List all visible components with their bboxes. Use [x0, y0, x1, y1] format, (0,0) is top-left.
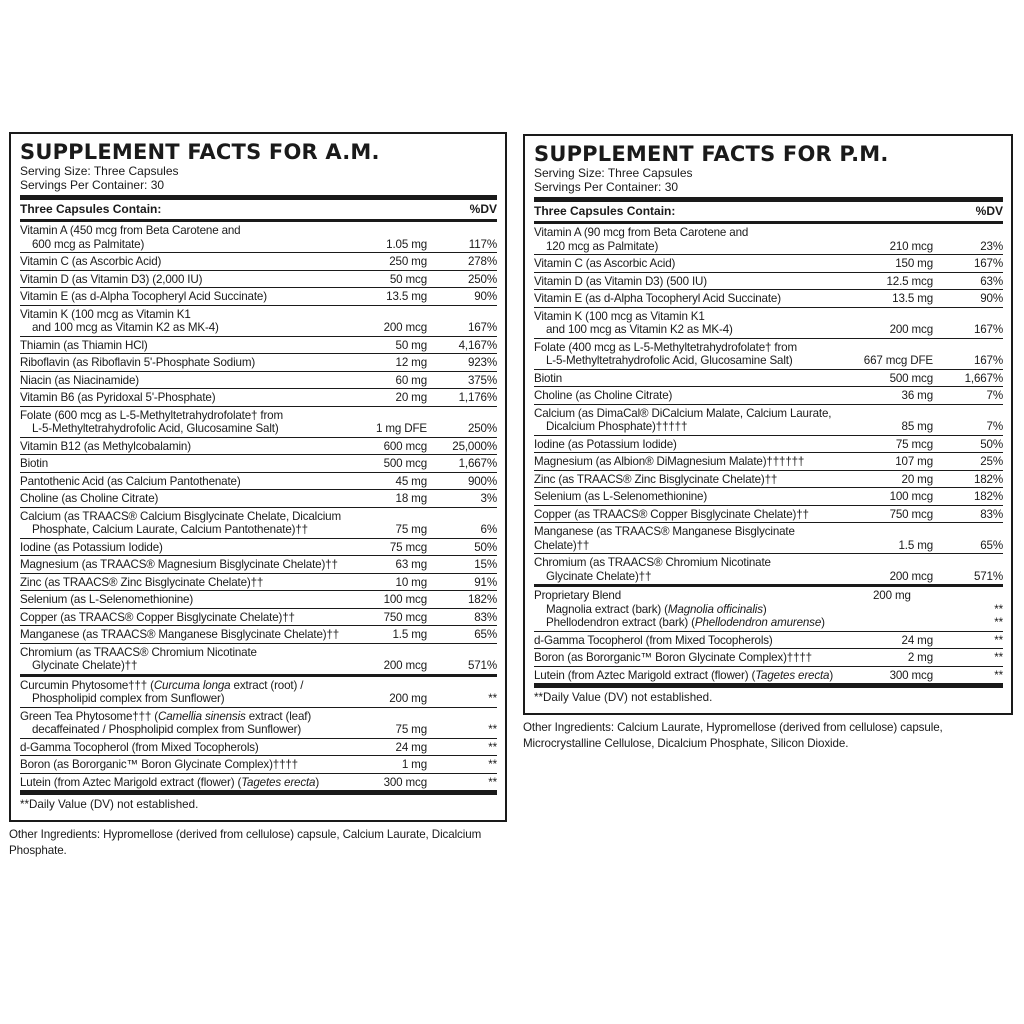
nutrient-name-line1: [20, 776, 319, 789]
nutrient-name: [20, 290, 357, 304]
nutrient-row: [534, 308, 1003, 339]
nutrient-name-line1: Copper (as TRAACS® Copper Bisglycinate Chelate)††: [534, 507, 809, 521]
nutrient-dv: **: [994, 668, 1003, 682]
nutrient-dv: 90%: [980, 292, 1003, 305]
nutrient-dv: 250%: [467, 272, 497, 286]
nutrient-name-line1: Chromium (as TRAACS® Chromium Nicotinate: [20, 645, 257, 659]
nutrient-amount: 200 mg: [389, 692, 427, 705]
nutrient-dv: 50%: [474, 540, 497, 554]
am-serving-size: Serving Size: Three Capsules: [20, 164, 179, 178]
nutrient-dv: 1,176%: [458, 391, 497, 404]
nutrient-name: [20, 611, 357, 625]
nutrient-amount: 150 mg: [895, 257, 933, 270]
blend-item-part: ): [821, 616, 825, 629]
nutrient-dv: 3%: [480, 492, 497, 505]
blend-item: [534, 616, 1003, 630]
nutrient-dv: **: [488, 740, 497, 754]
nutrient-row: [20, 438, 497, 456]
nutrient-name: [534, 490, 851, 504]
nutrient-name-line2: 120 mcg as Palmitate): [546, 239, 659, 253]
nutrient-dv: 25,000%: [452, 439, 497, 453]
am-nutrient-table: [20, 222, 497, 795]
pm-footnote: **Daily Value (DV) not established.: [534, 691, 713, 704]
nutrient-amount: 36 mg: [901, 389, 933, 402]
blend-items: [534, 603, 1003, 630]
nutrient-dv: 117%: [468, 237, 497, 251]
nutrient-name-line2: 600 mcg as Palmitate): [32, 237, 145, 251]
nutrient-name: [534, 257, 851, 271]
nutrient-name: [20, 339, 357, 353]
nutrient-name: [20, 391, 357, 405]
blend-item-name: [534, 616, 933, 630]
nutrient-name: [534, 556, 851, 583]
nutrient-amount: 750 mcg: [383, 610, 427, 624]
nutrient-name-part: Lutein (from Aztec Marigold extract (flower) (: [20, 775, 242, 789]
nutrient-name-line1: Vitamin D (as Vitamin D3) (2,000 IU): [20, 272, 203, 286]
nutrient-dv: 167%: [467, 321, 497, 334]
nutrient-row: [534, 339, 1003, 370]
blend-item-dv: **: [994, 616, 1003, 629]
nutrient-name: [534, 389, 851, 403]
pm-panel: [523, 134, 1013, 751]
nutrient-name-line1: Calcium (as TRAACS® Calcium Bisglycinate Chelate, Dicalcium: [20, 509, 341, 523]
nutrient-amount: 300 mcg: [889, 668, 933, 682]
nutrient-dv: **: [488, 758, 497, 771]
nutrient-name-line1: Iodine (as Potassium Iodide): [534, 437, 677, 451]
blend-item-dv: **: [994, 602, 1003, 616]
nutrient-name-part: Lutein (from Aztec Marigold extract (flower) (: [534, 668, 756, 682]
nutrient-amount: 2 mg: [907, 651, 933, 664]
nutrient-amount: 50 mg: [395, 338, 427, 352]
nutrient-name-line1: Chromium (as TRAACS® Chromium Nicotinate: [534, 556, 771, 569]
nutrient-row: [534, 387, 1003, 405]
nutrient-row: [20, 644, 497, 677]
nutrient-amount: 500 mcg: [383, 457, 427, 470]
nutrient-dv: 167%: [973, 354, 1003, 367]
nutrient-amount: 10 mg: [395, 575, 427, 589]
nutrient-name: [20, 576, 357, 590]
nutrient-row: [20, 222, 497, 253]
pm-proprietary-blend: [534, 587, 1003, 632]
nutrient-name-line1: Zinc (as TRAACS® Zinc Bisglycinate Chelate)††: [534, 472, 778, 486]
nutrient-name: [534, 407, 851, 434]
nutrient-amount: 24 mg: [395, 740, 427, 754]
nutrient-row: [534, 649, 1003, 667]
nutrient-dv: 278%: [467, 255, 497, 268]
am-servings-per-container: Servings Per Container: 30: [20, 178, 165, 192]
nutrient-name-part: extract (leaf): [245, 709, 312, 723]
nutrient-amount: 300 mcg: [383, 775, 427, 789]
nutrient-row: [20, 774, 497, 796]
nutrient-name: [20, 475, 357, 489]
nutrient-row: [20, 455, 497, 473]
nutrient-dv: 83%: [474, 610, 497, 624]
nutrient-amount: 600 mcg: [383, 439, 427, 453]
nutrient-name-line2: decaffeinated / Phospholipid complex from Sunflower): [32, 723, 302, 736]
nutrient-dv: **: [994, 651, 1003, 664]
nutrient-name-line1: Manganese (as TRAACS® Manganese Bisglycinate Chelate)††: [20, 628, 340, 641]
nutrient-name-line2: Glycinate Chelate)††: [32, 659, 138, 672]
nutrient-name: [534, 226, 851, 253]
nutrient-amount: 18 mg: [395, 492, 427, 505]
nutrient-row: [20, 626, 497, 644]
nutrient-name: [20, 558, 357, 572]
nutrient-row: [20, 271, 497, 289]
nutrient-dv: 65%: [474, 628, 497, 641]
am-facts-box: [9, 132, 507, 822]
nutrient-row: [534, 405, 1003, 436]
nutrient-name: [534, 341, 851, 368]
nutrient-amount: 100 mcg: [383, 593, 427, 606]
nutrient-dv: 91%: [474, 575, 497, 589]
nutrient-amount: 13.5 mg: [386, 290, 427, 303]
nutrient-name: [534, 634, 851, 648]
nutrient-amount: 75 mg: [395, 723, 427, 736]
nutrient-name-line1: [534, 669, 833, 682]
am-table-header: [20, 195, 497, 222]
nutrient-name: [534, 525, 851, 552]
nutrient-name-line1: [20, 679, 303, 692]
nutrient-name: [534, 669, 851, 683]
nutrient-name-line1: Vitamin B12 (as Methylcobalamin): [20, 439, 191, 453]
nutrient-dv: 167%: [973, 323, 1003, 336]
nutrient-row: [534, 453, 1003, 471]
nutrient-row: [20, 354, 497, 372]
nutrient-name-part: Curcumin Phytosome††† (: [20, 678, 154, 692]
nutrient-amount: 20 mg: [901, 472, 933, 486]
nutrient-dv: 25%: [980, 455, 1003, 468]
nutrient-row: [20, 253, 497, 271]
nutrient-dv: 83%: [980, 507, 1003, 521]
nutrient-amount: 20 mg: [395, 391, 427, 404]
blend-item: [534, 603, 1003, 617]
nutrient-dv: 23%: [980, 239, 1003, 253]
am-other-ingredients: Other Ingredients: Hypromellose (derived from cellulose) capsule, Calcium Laurate, Dicalcium Phosphate.: [9, 828, 482, 857]
nutrient-amount: 200 mcg: [889, 569, 933, 583]
nutrient-name: [20, 776, 357, 790]
nutrient-dv: 15%: [474, 558, 497, 571]
nutrient-name: [20, 710, 357, 737]
nutrient-name-line1: Boron (as Bororganic™ Boron Glycinate Complex)††††: [534, 651, 812, 664]
nutrient-name-line1: Manganese (as TRAACS® Manganese Bisglycinate Chelate)††: [534, 525, 795, 552]
nutrient-amount: 1.5 mg: [898, 538, 933, 552]
blend-item-name: [534, 603, 933, 617]
nutrient-amount: 85 mg: [901, 420, 933, 433]
blend-item-part: Magnolia extract (bark) (: [546, 602, 668, 616]
nutrient-name: [20, 374, 357, 388]
nutrient-name: [534, 310, 851, 337]
nutrient-name-line2: Phospholipid complex from Sunflower): [32, 692, 225, 705]
pm-table-header: [534, 197, 1003, 224]
nutrient-row: [534, 436, 1003, 454]
nutrient-name-line1: Copper (as TRAACS® Copper Bisglycinate Chelate)††: [20, 610, 295, 624]
nutrient-row: [534, 523, 1003, 554]
nutrient-name-line2: and 100 mcg as Vitamin K2 as MK-4): [32, 321, 219, 334]
nutrient-name-line1: Folate (400 mcg as L-5-Methyltetrahydrofolate† from: [534, 340, 797, 354]
nutrient-name: [534, 292, 851, 306]
nutrient-name: [20, 492, 357, 506]
nutrient-dv: 182%: [973, 472, 1003, 486]
nutrient-name-line1: Calcium (as DimaCal® DiCalcium Malate, Calcium Laurate,: [534, 406, 832, 420]
nutrient-row: [20, 609, 497, 627]
pm-header-right: %DV: [975, 204, 1003, 218]
nutrient-name: [20, 457, 357, 471]
nutrient-dv: 63%: [980, 274, 1003, 288]
nutrient-name-line1: Biotin: [20, 457, 49, 470]
nutrient-row: [534, 290, 1003, 308]
nutrient-name-line1: Vitamin E (as d-Alpha Tocopheryl Acid Succinate): [534, 292, 781, 305]
nutrient-row: [20, 372, 497, 390]
nutrient-amount: 1.5 mg: [392, 628, 427, 641]
nutrient-row: [20, 306, 497, 337]
nutrient-name: [534, 455, 851, 469]
nutrient-dv: 65%: [980, 538, 1003, 552]
nutrient-dv: **: [488, 723, 497, 736]
nutrient-row: [534, 471, 1003, 489]
am-footnote: **Daily Value (DV) not established.: [20, 798, 199, 811]
nutrient-name-line2: and 100 mcg as Vitamin K2 as MK-4): [546, 323, 733, 336]
nutrient-row: [20, 539, 497, 557]
nutrient-row: [534, 488, 1003, 506]
nutrient-name: [20, 679, 357, 706]
nutrient-name-line2: Glycinate Chelate)††: [546, 569, 652, 583]
am-header-left: Three Capsules Contain:: [20, 202, 162, 216]
nutrient-amount: 75 mcg: [895, 437, 933, 451]
nutrient-amount: 210 mcg: [889, 239, 933, 253]
blend-item-part: ): [762, 602, 767, 616]
nutrient-amount: 500 mcg: [889, 371, 933, 385]
nutrient-dv: 182%: [973, 490, 1003, 503]
pm-serving-size: Serving Size: Three Capsules: [534, 166, 693, 180]
blend-item-part: Phellodendron extract (bark) (: [546, 616, 695, 629]
pm-servings-per-container: Servings Per Container: 30: [534, 180, 679, 194]
nutrient-amount: 63 mg: [395, 558, 427, 571]
nutrient-dv: 250%: [467, 422, 497, 435]
nutrient-amount: 107 mg: [895, 455, 933, 468]
nutrient-row: [534, 632, 1003, 650]
nutrient-latin-name: Camellia sinensis: [157, 709, 246, 723]
nutrient-row: [20, 473, 497, 491]
nutrient-row: [20, 591, 497, 609]
pm-other-ingredients: Other Ingredients: Calcium Laurate, Hypromellose (derived from cellulose) capsule, Microcrystalline Cellulose, Dicalcium Phosphate, Silicon Dioxide.: [523, 721, 943, 750]
nutrient-amount: 1 mg DFE: [376, 422, 427, 435]
pm-nutrient-table-2: [534, 632, 1003, 689]
nutrient-dv: 571%: [973, 569, 1003, 583]
nutrient-name-line1: Riboflavin (as Riboflavin 5'-Phosphate Sodium): [20, 356, 256, 369]
nutrient-latin-name: Curcuma longa: [153, 678, 231, 692]
nutrient-name-line1: [20, 710, 311, 723]
am-header-right: %DV: [469, 202, 497, 216]
nutrient-name-line1: Vitamin E (as d-Alpha Tocopheryl Acid Succinate): [20, 290, 267, 303]
nutrient-dv: 167%: [973, 257, 1003, 270]
nutrient-name: [534, 473, 851, 487]
nutrient-dv: 7%: [986, 389, 1003, 402]
nutrient-name: [20, 541, 357, 555]
blend-item-latin-name: Magnolia officinalis: [667, 602, 763, 616]
nutrient-name: [534, 438, 851, 452]
nutrient-dv: **: [488, 775, 497, 789]
nutrient-amount: 45 mg: [395, 474, 427, 488]
nutrient-row: [20, 677, 497, 708]
nutrient-name-line1: Folate (600 mcg as L-5-Methyltetrahydrofolate† from: [20, 408, 283, 422]
nutrient-name-line1: Vitamin B6 (as Pyridoxal 5'-Phosphate): [20, 391, 216, 404]
nutrient-dv: 4,167%: [458, 338, 497, 352]
nutrient-amount: 667 mcg DFE: [863, 354, 933, 367]
nutrient-name-line1: Biotin: [534, 371, 563, 385]
nutrient-name-line1: Vitamin C (as Ascorbic Acid): [534, 257, 676, 270]
nutrient-name: [534, 275, 851, 289]
nutrient-name: [20, 628, 357, 642]
blend-name: Proprietary Blend: [534, 589, 622, 602]
blend-item-latin-name: Phellodendron amurense: [694, 616, 822, 629]
nutrient-amount: 60 mg: [395, 373, 427, 387]
nutrient-name-line1: Choline (as Choline Citrate): [20, 492, 159, 505]
nutrient-amount: 50 mcg: [389, 272, 427, 286]
nutrient-amount: 12.5 mcg: [886, 274, 933, 288]
nutrient-row: [20, 407, 497, 438]
pm-title: SUPPLEMENT FACTS FOR P.M.: [534, 142, 889, 166]
nutrient-row: [20, 490, 497, 508]
nutrient-dv: 375%: [467, 373, 497, 387]
nutrient-name-line1: Vitamin A (90 mcg from Beta Carotene and: [534, 226, 749, 239]
nutrient-latin-name: Tagetes erecta: [241, 775, 316, 789]
pm-nutrient-table: [534, 224, 1003, 587]
nutrient-name: [20, 308, 357, 335]
nutrient-amount: 750 mcg: [889, 507, 933, 521]
am-title: SUPPLEMENT FACTS FOR A.M.: [20, 140, 380, 164]
nutrient-name-line1: d-Gamma Tocopherol (from Mixed Tocopherols): [534, 633, 773, 647]
nutrient-name-line1: Vitamin A (450 mcg from Beta Carotene and: [20, 224, 241, 237]
nutrient-name-part: ): [829, 668, 834, 682]
nutrient-name-line1: Vitamin K (100 mcg as Vitamin K1: [534, 309, 705, 323]
nutrient-name-line1: Magnesium (as TRAACS® Magnesium Bisglycinate Chelate)††: [20, 558, 338, 571]
nutrient-name-line1: Vitamin C (as Ascorbic Acid): [20, 255, 162, 268]
nutrient-row: [20, 389, 497, 407]
nutrient-name: [534, 372, 851, 386]
nutrient-name-line1: Thiamin (as Thiamin HCl): [20, 338, 148, 352]
nutrient-dv: 571%: [467, 659, 497, 672]
nutrient-row: [20, 708, 497, 739]
nutrient-dv: 6%: [480, 523, 497, 536]
nutrient-dv: 923%: [467, 356, 497, 369]
nutrient-name-line2: L-5-Methyltetrahydrofolic Acid, Glucosamine Salt): [32, 422, 279, 435]
nutrient-name: [20, 255, 357, 269]
pm-header-left: Three Capsules Contain:: [534, 204, 676, 218]
nutrient-name-part: extract (root) /: [230, 678, 304, 692]
nutrient-amount: 12 mg: [395, 356, 427, 369]
nutrient-amount: 75 mg: [395, 523, 427, 536]
nutrient-amount: 200 mcg: [889, 323, 933, 336]
nutrient-name: [20, 273, 357, 287]
nutrient-name-line1: Boron (as Bororganic™ Boron Glycinate Complex)††††: [20, 758, 298, 771]
nutrient-amount: 200 mcg: [383, 321, 427, 334]
nutrient-name: [20, 409, 357, 436]
nutrient-name: [20, 224, 357, 251]
nutrient-name-line1: Niacin (as Niacinamide): [20, 373, 139, 387]
nutrient-row: [534, 506, 1003, 524]
nutrient-name: [534, 508, 851, 522]
nutrient-dv: 900%: [467, 474, 497, 488]
nutrient-amount: 13.5 mg: [892, 292, 933, 305]
nutrient-name: [20, 758, 357, 772]
nutrient-name-line1: Magnesium (as Albion® DiMagnesium Malate)††††††: [534, 455, 805, 468]
nutrient-row: [534, 273, 1003, 291]
nutrient-amount: 1.05 mg: [386, 237, 427, 251]
nutrient-name-line2: Phosphate, Calcium Laurate, Calcium Pantothenate)††: [32, 523, 308, 536]
nutrient-name-line1: Choline (as Choline Citrate): [534, 389, 673, 402]
nutrient-dv: **: [994, 633, 1003, 647]
nutrient-name: [20, 741, 357, 755]
nutrient-name-line1: Vitamin K (100 mcg as Vitamin K1: [20, 307, 191, 321]
nutrient-row: [20, 756, 497, 774]
nutrient-row: [534, 667, 1003, 689]
nutrient-dv: 1,667%: [458, 457, 497, 470]
nutrient-row: [20, 739, 497, 757]
nutrient-name-line2: Dicalcium Phosphate)†††††: [546, 420, 688, 433]
nutrient-amount: 75 mcg: [389, 540, 427, 554]
nutrient-amount: 100 mcg: [889, 490, 933, 503]
nutrient-name: [20, 593, 357, 607]
nutrient-name: [20, 646, 357, 673]
nutrient-name-line1: Zinc (as TRAACS® Zinc Bisglycinate Chelate)††: [20, 575, 264, 589]
nutrient-row: [20, 574, 497, 592]
nutrient-row: [534, 554, 1003, 587]
nutrient-name-line2: L-5-Methyltetrahydrofolic Acid, Glucosamine Salt): [546, 354, 793, 367]
nutrient-row: [534, 255, 1003, 273]
nutrient-row: [534, 224, 1003, 255]
nutrient-dv: 182%: [467, 593, 497, 606]
nutrient-name-line1: Iodine (as Potassium Iodide): [20, 540, 163, 554]
nutrient-name-line1: Selenium (as L-Selenomethionine): [534, 490, 708, 503]
nutrient-amount: 200 mcg: [383, 659, 427, 672]
pm-facts-box: [523, 134, 1013, 715]
nutrient-name-part: Green Tea Phytosome††† (: [20, 709, 158, 723]
blend-amount: 200 mg: [873, 589, 911, 602]
nutrient-row: [20, 337, 497, 355]
nutrient-dv: 1,667%: [964, 371, 1003, 385]
nutrient-name-line1: Pantothenic Acid (as Calcium Pantothenate): [20, 474, 241, 488]
nutrient-row: [20, 288, 497, 306]
nutrient-name-line1: d-Gamma Tocopherol (from Mixed Tocopherols): [20, 740, 259, 754]
nutrient-row: [534, 370, 1003, 388]
nutrient-name: [20, 356, 357, 370]
nutrient-dv: 50%: [980, 437, 1003, 451]
nutrient-dv: 90%: [474, 290, 497, 303]
nutrient-name: [534, 651, 851, 665]
nutrient-latin-name: Tagetes erecta: [755, 668, 830, 682]
nutrient-amount: 1 mg: [401, 758, 427, 771]
nutrient-row: [20, 556, 497, 574]
nutrient-amount: 24 mg: [901, 633, 933, 647]
nutrient-name-part: ): [315, 775, 320, 789]
nutrient-dv: **: [488, 692, 497, 705]
nutrient-row: [20, 508, 497, 539]
nutrient-amount: 250 mg: [389, 255, 427, 268]
nutrient-name: [20, 440, 357, 454]
nutrient-name-line1: Selenium (as L-Selenomethionine): [20, 593, 194, 606]
nutrient-name-line1: Vitamin D (as Vitamin D3) (500 IU): [534, 274, 707, 288]
nutrient-name: [20, 510, 357, 537]
am-panel: [9, 132, 507, 858]
nutrient-dv: 7%: [986, 420, 1003, 433]
